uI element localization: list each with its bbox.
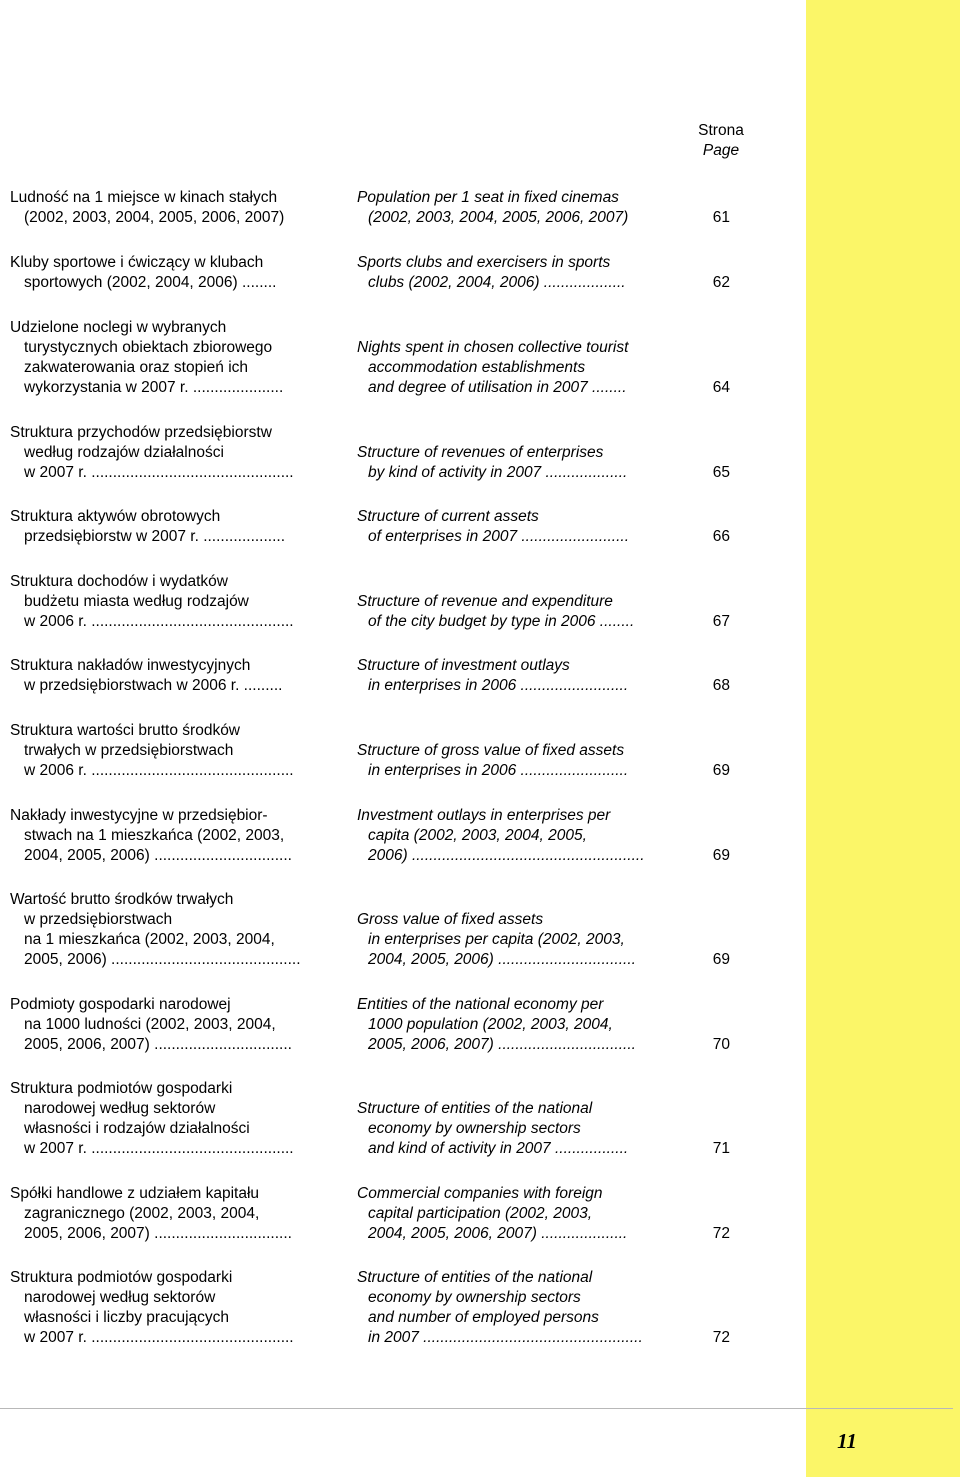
toc-entry-title-en [357,507,667,547]
yellow-margin-band [806,0,960,1477]
title-en-line: by kind of activity in 2007 ................... [368,464,628,481]
title-en-line: and degree of utilisation in 2007 ........ [368,379,627,396]
title-pl-line: zagranicznego (2002, 2003, 2004, [24,1205,260,1222]
title-en-line: of enterprises in 2007 ......................... [368,528,630,545]
title-pl-line: Spółki handlowe z udziałem kapitału [10,1185,260,1202]
title-pl-line: Struktura wartości brutto środków [10,722,241,739]
toc-entry-title-pl [10,890,320,970]
title-pl-line: 2005, 2006, 2007) ................................ [24,1225,292,1242]
title-pl-line: stwach na 1 mieszkańca (2002, 2003, [24,827,285,844]
toc-entry-page-number: 72 [712,1329,730,1346]
toc-entry-page-number: 71 [712,1140,730,1157]
title-en-line [357,318,667,338]
title-en-line: in enterprises in 2006 ......................... [368,762,629,779]
title-pl-line: Nakłady inwestycyjne w przedsiębior- [10,807,268,824]
toc-entry-page-number: 64 [712,379,730,396]
title-en-line: 1000 population (2002, 2003, 2004, [368,1016,613,1033]
title-en-line: Sports clubs and exercisers in sports [357,254,611,271]
toc-entry-title-pl [10,806,320,866]
title-en-line: economy by ownership sectors [368,1120,581,1137]
title-pl-line: Struktura podmiotów gospodarki [10,1080,233,1097]
title-en-line [357,890,667,910]
title-pl-line: własności i liczby pracujących [24,1309,230,1326]
toc-entry-title-pl [10,318,320,398]
toc-entry-title-en [357,1268,667,1348]
title-en-line: in enterprises per capita (2002, 2003, [368,931,625,948]
title-pl-line: przedsiębiorstw w 2007 r. ................... [24,528,286,545]
toc-entry-title-en [357,721,667,781]
title-pl-line: w przedsiębiorstwach [24,911,173,928]
title-pl-line: 2005, 2006) ............................................ [24,951,301,968]
title-pl-line: w przedsiębiorstwach w 2006 r. ......... [24,677,283,694]
toc-entry-title-pl [10,656,320,696]
title-en-line: accommodation establishments [368,359,586,376]
title-en-line: economy by ownership sectors [368,1289,581,1306]
toc-entry-title-pl [10,1079,320,1159]
title-pl-line: własności i rodzajów działalności [24,1120,250,1137]
title-pl-line: Struktura podmiotów gospodarki [10,1269,233,1286]
title-en-line [357,423,667,443]
title-en-line: 2004, 2005, 2006, 2007) .................... [368,1225,628,1242]
title-pl-line: Udzielone noclegi w wybranych [10,319,227,336]
title-pl-line: budżetu miasta według rodzajów [24,593,249,610]
title-pl-line: Kluby sportowe i ćwiczący w klubach [10,254,264,271]
title-pl-line: (2002, 2003, 2004, 2005, 2006, 2007) [24,209,285,226]
title-pl-line: Struktura przychodów przedsiębiorstw [10,424,272,441]
title-pl-line: w 2007 r. ............................................... [24,1329,294,1346]
toc-entry-title-pl [10,188,320,228]
toc-entry-title-en [357,995,667,1055]
title-en-line: 2005, 2006, 2007) ................................ [368,1036,636,1053]
title-pl-line: Struktura dochodów i wydatków [10,573,228,590]
toc-entry-title-en [357,656,667,696]
title-pl-line: w 2007 r. ............................................... [24,464,294,481]
toc-entry-page-number: 72 [712,1225,730,1242]
toc-entry-title-pl [10,1268,320,1348]
title-en-line: 2006) ...................................................... [368,847,645,864]
title-en-line: Structure of investment outlays [357,657,570,674]
title-en-line: capital participation (2002, 2003, [368,1205,593,1222]
toc-entry-title-pl [10,995,320,1055]
toc-entry-title-en [357,572,667,632]
title-en-line: Entities of the national economy per [357,996,604,1013]
title-en-line: Structure of revenues of enterprises [357,444,604,461]
title-pl-line: turystycznych obiektach zbiorowego [24,339,273,356]
title-pl-line: Struktura nakładów inwestycyjnych [10,657,251,674]
title-en-line [357,721,667,741]
toc-entry-page-number: 65 [712,464,730,481]
toc-entry-page-number: 69 [712,762,730,779]
title-en-line: (2002, 2003, 2004, 2005, 2006, 2007) [368,209,629,226]
title-en-line: Population per 1 seat in fixed cinemas [357,189,619,206]
toc-entry-title-pl [10,423,320,483]
header-strona: Strona [698,122,744,139]
page-number: 11 [837,1429,857,1453]
title-pl-line: narodowej według sektorów [24,1289,216,1306]
title-pl-line: sportowych (2002, 2004, 2006) ........ [24,274,277,291]
title-en-line: capita (2002, 2003, 2004, 2005, [368,827,587,844]
title-en-line: in 2007 ................................................... [368,1329,643,1346]
title-en-line: and kind of activity in 2007 ................. [368,1140,629,1157]
page-column-header [680,121,762,161]
toc-entry-page-number: 66 [712,528,730,545]
title-pl-line: 2005, 2006, 2007) ................................ [24,1036,292,1053]
toc-entry-title-pl [10,1184,320,1244]
toc-entry-title-pl [10,721,320,781]
title-pl-line: według rodzajów działalności [24,444,224,461]
header-page: Page [702,142,740,159]
title-pl-line: narodowej według sektorów [24,1100,216,1117]
footer-divider [0,1408,953,1409]
title-pl-line: Struktura aktywów obrotowych [10,508,221,525]
toc-entry-title-en [357,1184,667,1244]
title-en-line: Nights spent in chosen collective tourist [357,339,629,356]
title-pl-line: Wartość brutto środków trwałych [10,891,234,908]
toc-entry-page-number: 61 [712,209,730,226]
title-pl-line: wykorzystania w 2007 r. ..................... [24,379,284,396]
title-en-line: Investment outlays in enterprises per [357,807,611,824]
title-en-line: Gross value of fixed assets [357,911,544,928]
title-pl-line: Ludność na 1 miejsce w kinach stałych [10,189,278,206]
toc-entry-title-en [357,188,667,228]
title-en-line: Structure of gross value of fixed assets [357,742,625,759]
toc-entry-title-pl [10,253,320,293]
title-en-line: in enterprises in 2006 ......................... [368,677,629,694]
toc-entry-title-en [357,890,667,970]
toc-entry-page-number: 68 [712,677,730,694]
toc-entry-title-en [357,423,667,483]
toc-entry-title-en [357,253,667,293]
title-pl-line: na 1 mieszkańca (2002, 2003, 2004, [24,931,275,948]
title-pl-line: w 2006 r. ............................................... [24,613,294,630]
title-pl-line: Podmioty gospodarki narodowej [10,996,231,1013]
toc-entry-title-en [357,806,667,866]
toc-entry-title-en [357,1079,667,1159]
toc-entry-page-number: 70 [712,1036,730,1053]
title-pl-line: 2004, 2005, 2006) ................................ [24,847,292,864]
toc-entry-page-number: 69 [712,847,730,864]
title-en-line: Structure of entities of the national [357,1100,593,1117]
toc-entry-page-number: 69 [712,951,730,968]
toc-entry-title-pl [10,507,320,547]
title-en-line [357,1079,667,1099]
title-pl-line: zakwaterowania oraz stopień ich [24,359,249,376]
title-pl-line: w 2007 r. ............................................... [24,1140,294,1157]
title-en-line: Structure of current assets [357,508,539,525]
title-pl-line: na 1000 ludności (2002, 2003, 2004, [24,1016,276,1033]
toc-entry-title-en [357,318,667,398]
title-pl-line: trwałych w przedsiębiorstwach [24,742,234,759]
title-pl-line: w 2006 r. ............................................... [24,762,294,779]
title-en-line: clubs (2002, 2004, 2006) ................... [368,274,626,291]
toc-entry-page-number: 62 [712,274,730,291]
title-en-line: Structure of revenue and expenditure [357,593,613,610]
title-en-line [357,572,667,592]
title-en-line: and number of employed persons [368,1309,599,1326]
toc-entry-title-pl [10,572,320,632]
title-en-line: of the city budget by type in 2006 ........ [368,613,635,630]
title-en-line: Structure of entities of the national [357,1269,593,1286]
toc-entry-page-number: 67 [712,613,730,630]
title-en-line: 2004, 2005, 2006) ................................ [368,951,636,968]
title-en-line: Commercial companies with foreign [357,1185,603,1202]
